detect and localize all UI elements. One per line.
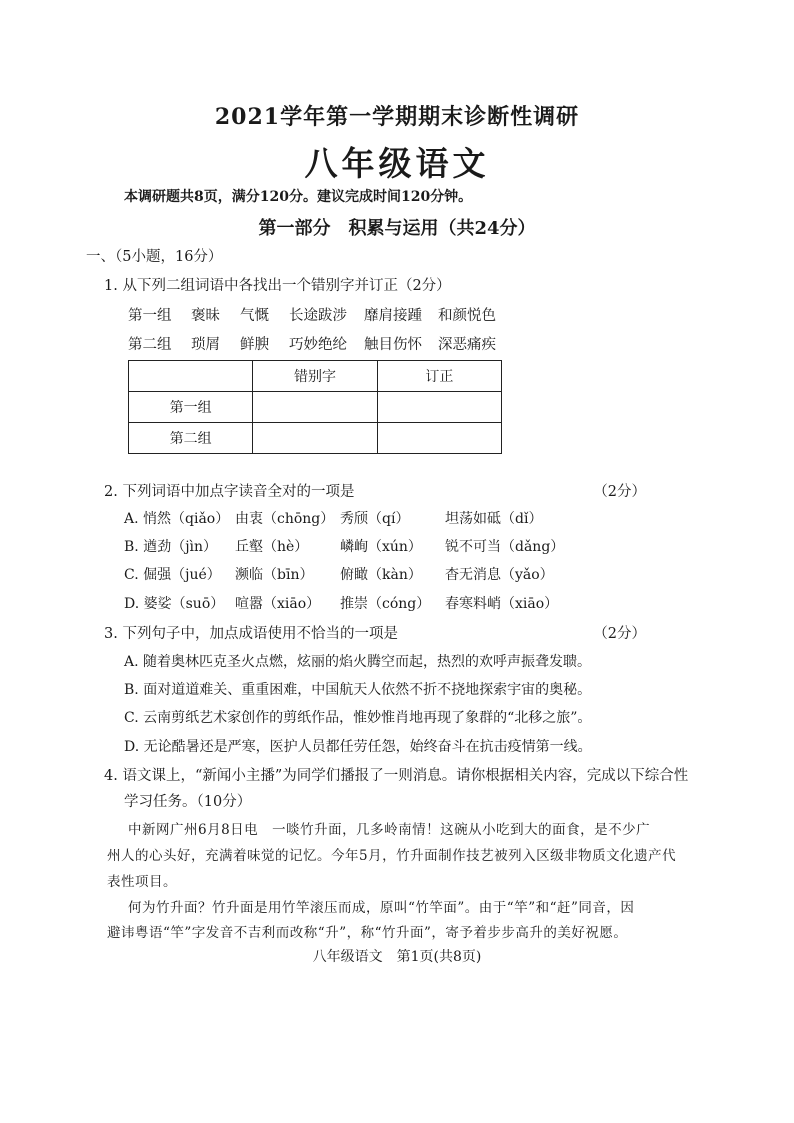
- table-header-cell: [129, 361, 253, 392]
- q1-word: 深恶痛疾: [438, 337, 496, 353]
- q1-word: 褒昧: [191, 308, 220, 324]
- answer-cell-correction[interactable]: [377, 392, 501, 423]
- q1-word: 长途跋涉: [289, 308, 347, 324]
- q2-option-item: 杳无消息（yǎo）: [445, 567, 554, 583]
- section-heading: 一、（5小题，16分）: [86, 249, 223, 265]
- q2-option-item: 推崇（cóng）: [340, 596, 431, 612]
- q4-stem-line2: 学习任务。（10分）: [124, 794, 252, 810]
- q2-option-item: 锐不可当（dǎng）: [445, 539, 565, 555]
- news-para1-line3: 表性项目。: [107, 874, 177, 890]
- q2-option-item: 濒临（bīn）: [235, 567, 314, 583]
- q1-word: 气慨: [240, 308, 269, 324]
- table-header-row: [129, 361, 502, 392]
- q1-stem: 1. 从下列二组词语中各找出一个错别字并订正（2分）: [104, 278, 451, 294]
- answer-cell-correction[interactable]: [377, 423, 501, 454]
- table-header-cell: 订正: [377, 361, 501, 392]
- q1-group1-label: 第一组: [128, 308, 172, 324]
- q2-option-item: 丘壑（hè）: [235, 539, 309, 555]
- q1-word: 和颜悦色: [438, 308, 496, 324]
- answer-cell-wrong-char[interactable]: [253, 392, 377, 423]
- q1-word: 巧妙绝纶: [289, 337, 347, 353]
- q1-word: 鲜腴: [240, 337, 269, 353]
- q2-option-item: 由衷（chōng）: [235, 511, 335, 527]
- q2-option-item: 秀颀（qí）: [340, 511, 410, 527]
- q2-option-item: 春寒料峭（xiāo）: [445, 596, 559, 612]
- q2-option-c[interactable]: C. 倔强（jué）: [124, 567, 221, 583]
- news-para1-line1: 中新网广州6月8日电 一啖竹升面，几多岭南情！这碗从小吃到大的面食，是不少广: [128, 822, 651, 838]
- q2-option-item: 坦荡如砥（dǐ）: [445, 511, 543, 527]
- page-footer: 八年级语文 第1页(共8页): [312, 949, 482, 965]
- news-para1-line2: 州人的心头好，充满着味觉的记忆。今年5月，竹升面制作技艺被列入区级非物质文化遗产代: [107, 848, 677, 864]
- table-row: [129, 423, 502, 454]
- q3-option-d[interactable]: D. 无论酷暑还是严寒，医护人员都任劳任怨，始终奋斗在抗击疫情第一线。: [124, 739, 592, 755]
- q1-word: 琐屑: [191, 337, 220, 353]
- exam-subtitle: 八年级语文: [304, 144, 490, 183]
- q3-option-c[interactable]: C. 云南剪纸艺术家创作的剪纸作品，惟妙惟肖地再现了象群的“北移之旅”。: [124, 710, 592, 726]
- q2-option-d[interactable]: D. 婆娑（suō）: [124, 596, 225, 612]
- q1-answer-table: [128, 360, 502, 454]
- q3-option-b[interactable]: B. 面对道道难关、重重困难，中国航天人依然不折不挠地探索宇宙的奥秘。: [124, 682, 592, 698]
- q2-option-item: 喧嚣（xiāo）: [235, 596, 321, 612]
- table-row-label: 第一组: [129, 392, 253, 423]
- q3-stem: 3. 下列句子中，加点成语使用不恰当的一项是: [104, 626, 398, 642]
- table-row: [129, 392, 502, 423]
- q2-score: （2分）: [593, 484, 646, 500]
- q1-word: 靡肩接踵: [364, 308, 422, 324]
- q1-word: 触目伤怀: [364, 337, 422, 353]
- news-para2-line2: 避讳粤语“竿”字发音不吉利而改称“升”，称“竹升面”，寄予着步步高升的美好祝愿。: [107, 925, 628, 941]
- part-heading: 第一部分 积累与运用（共24分）: [258, 218, 536, 239]
- table-row-label: 第二组: [129, 423, 253, 454]
- q3-score: （2分）: [593, 626, 646, 642]
- news-para2-line1: 何为竹升面？竹升面是用竹竿滚压而成，原叫“竹竿面”。由于“竿”和“赶”同音，因: [128, 900, 635, 916]
- q2-stem: 2. 下列词语中加点字读音全对的一项是: [104, 484, 355, 500]
- q2-option-a[interactable]: A. 悄然（qiǎo）: [124, 511, 230, 527]
- exam-note: 本调研题共8页，满分120分。建议完成时间120分钟。: [124, 189, 473, 205]
- exam-title: 2021学年第一学期期末诊断性调研: [214, 104, 580, 130]
- q2-option-item: 嶙峋（xún）: [340, 539, 422, 555]
- q4-stem-line1: 4. 语文课上，“新闻小主播”为同学们播报了一则消息。请你根据相关内容，完成以下综合性: [104, 768, 689, 784]
- answer-cell-wrong-char[interactable]: [253, 423, 377, 454]
- q3-option-a[interactable]: A. 随着奥林匹克圣火点燃，炫丽的焰火腾空而起，热烈的欢呼声振聋发聩。: [124, 654, 592, 670]
- table-header-cell: 错别字: [253, 361, 377, 392]
- q1-group2-label: 第二组: [128, 337, 172, 353]
- q2-option-b[interactable]: B. 遒劲（jìn）: [124, 539, 218, 555]
- q2-option-item: 俯瞰（kàn）: [340, 567, 422, 583]
